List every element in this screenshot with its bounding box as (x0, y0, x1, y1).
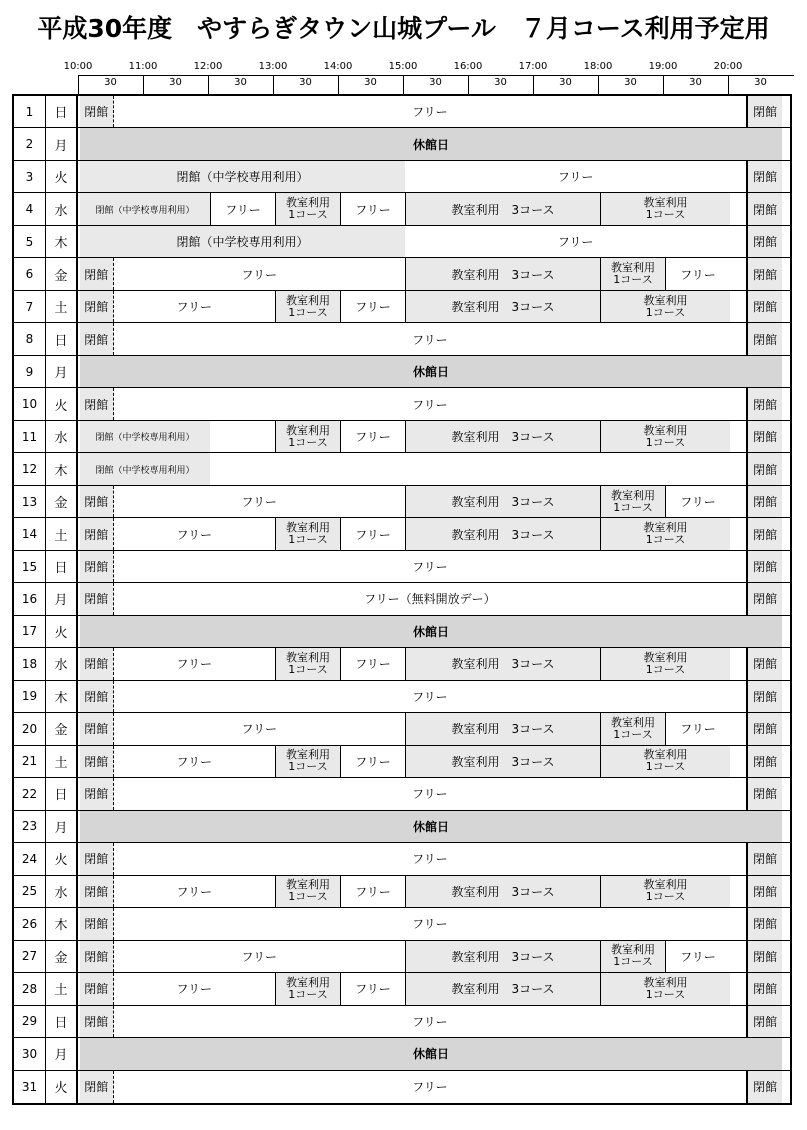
free-cell: フリー (665, 258, 730, 289)
day-row (14, 1038, 790, 1070)
free-cell: フリー (113, 973, 276, 1004)
hour-label: 12:00 (193, 61, 223, 72)
hour-tick (338, 75, 339, 94)
free-cell: フリー (340, 648, 405, 679)
day-number: 22 (14, 778, 46, 809)
hour-tick (663, 75, 664, 94)
day-number: 15 (14, 551, 46, 582)
class-3-course-cell: 教室利用 3コース (405, 291, 600, 322)
hour-tick (468, 75, 469, 94)
hour-label: 18:00 (583, 61, 613, 72)
free-cell: フリー (210, 193, 275, 224)
class-1-course-cell: 教室利用 1コース (600, 648, 730, 679)
half-hour-label: 30 (364, 77, 377, 88)
day-row (14, 161, 790, 193)
closed-cell: 閉館 (746, 746, 782, 777)
day-row (14, 226, 790, 258)
free-cell: フリー (113, 746, 276, 777)
day-number: 24 (14, 843, 46, 874)
free-cell: フリー (113, 551, 747, 582)
closed-cell: 閉館 (80, 1071, 113, 1103)
free-cell: フリー (113, 486, 406, 517)
day-row (14, 486, 790, 518)
half-hour-label: 30 (299, 77, 312, 88)
day-of-week: 水 (46, 421, 78, 452)
day-row (14, 96, 790, 128)
day-of-week: 月 (46, 356, 78, 387)
class-1-course-cell: 教室利用 1コース (600, 518, 730, 549)
class-3-course-cell: 教室利用 3コース (405, 421, 600, 452)
day-of-week: 月 (46, 128, 78, 159)
class-3-course-cell: 教室利用 3コース (405, 648, 600, 679)
hour-tick (598, 75, 599, 94)
hour-label: 19:00 (648, 61, 678, 72)
class-1-course-cell: 教室利用 1コース (275, 291, 340, 322)
closed-cell: 閉館 (80, 291, 113, 322)
day-row (14, 193, 790, 225)
day-row (14, 681, 790, 713)
class-1-course-cell: 教室利用 1コース (275, 421, 340, 452)
school-use-cell: 閉館（中学校専用利用） (80, 161, 405, 192)
half-hour-label: 30 (689, 77, 702, 88)
hour-tick (143, 75, 144, 94)
free-cell: フリー (113, 1071, 747, 1103)
day-of-week: 日 (46, 323, 78, 354)
day-number: 10 (14, 388, 46, 419)
day-number: 26 (14, 908, 46, 939)
day-of-week: 月 (46, 1038, 78, 1069)
free-cell: フリー (113, 941, 406, 972)
day-number: 17 (14, 616, 46, 647)
closed-cell: 閉館 (746, 1071, 782, 1103)
closed-cell: 閉館 (80, 1006, 113, 1037)
class-3-course-cell: 教室利用 3コース (405, 193, 600, 224)
closed-cell: 閉館 (746, 96, 782, 127)
blank-cell (730, 291, 746, 322)
closed-cell: 閉館 (80, 388, 113, 419)
class-1-course-cell: 教室利用 1コース (275, 648, 340, 679)
half-hour-label: 30 (104, 77, 117, 88)
free-cell: フリー (557, 235, 594, 250)
closed-cell: 閉館 (80, 713, 113, 744)
day-row (14, 356, 790, 388)
hour-label: 10:00 (63, 61, 93, 72)
day-row (14, 941, 790, 973)
closed-cell: 閉館 (746, 388, 782, 419)
closed-cell: 閉館 (80, 486, 113, 517)
closed-cell: 閉館 (746, 973, 782, 1004)
blank-cell (730, 746, 746, 777)
closed-cell: 閉館 (80, 323, 113, 354)
class-3-course-cell: 教室利用 3コース (405, 713, 600, 744)
class-1-course-cell: 教室利用 1コース (600, 258, 665, 289)
day-row (14, 1071, 790, 1103)
closed-cell: 閉館 (746, 908, 782, 939)
day-number: 28 (14, 973, 46, 1004)
day-row (14, 811, 790, 843)
free-cell: フリー (113, 518, 276, 549)
blank-cell (730, 518, 746, 549)
free-cell: フリー (113, 96, 747, 127)
free-cell: フリー (113, 1006, 747, 1037)
class-1-course-cell: 教室利用 1コース (275, 518, 340, 549)
day-of-week: 火 (46, 161, 78, 192)
free-cell: フリー (340, 421, 405, 452)
closed-cell: 閉館 (80, 876, 113, 907)
class-1-course-cell: 教室利用 1コース (275, 973, 340, 1004)
class-1-course-cell: 教室利用 1コース (275, 876, 340, 907)
closed-cell: 閉館 (746, 323, 782, 354)
hour-label: 13:00 (258, 61, 288, 72)
hour-tick (273, 75, 274, 94)
day-number: 30 (14, 1038, 46, 1069)
day-number: 19 (14, 681, 46, 712)
holiday-cell: 休館日 (80, 128, 782, 159)
hour-label: 20:00 (713, 61, 743, 72)
hour-tick (78, 75, 79, 94)
free-cell: フリー (665, 941, 730, 972)
hour-label: 15:00 (388, 61, 418, 72)
half-hour-label: 30 (494, 77, 507, 88)
closed-cell: 閉館 (80, 973, 113, 1004)
day-number: 16 (14, 583, 46, 614)
closed-cell: 閉館 (80, 518, 113, 549)
closed-cell: 閉館 (80, 583, 113, 614)
closed-cell: 閉館 (80, 551, 113, 582)
free-cell: フリー (113, 713, 406, 744)
day-of-week: 金 (46, 941, 78, 972)
day-of-week: 金 (46, 713, 78, 744)
page-title: 平成30年度 やすらぎタウン山城プール ７月コース利用予定用 (37, 14, 770, 43)
day-of-week: 木 (46, 681, 78, 712)
closed-cell: 閉館 (746, 941, 782, 972)
hour-label: 14:00 (323, 61, 353, 72)
day-of-week: 水 (46, 648, 78, 679)
day-row (14, 388, 790, 420)
class-3-course-cell: 教室利用 3コース (405, 876, 600, 907)
day-row (14, 843, 790, 875)
closed-cell: 閉館 (80, 778, 113, 809)
day-number: 5 (14, 226, 46, 257)
free-cell: フリー (113, 291, 276, 322)
day-of-week: 日 (46, 96, 78, 127)
closed-cell: 閉館 (746, 291, 782, 322)
closed-cell: 閉館 (80, 258, 113, 289)
closed-cell: 閉館 (746, 161, 782, 192)
class-1-course-cell: 教室利用 1コース (600, 421, 730, 452)
closed-cell: 閉館 (746, 648, 782, 679)
day-row (14, 518, 790, 550)
hour-tick (208, 75, 209, 94)
day-row (14, 973, 790, 1005)
day-of-week: 木 (46, 908, 78, 939)
day-of-week: 日 (46, 1006, 78, 1037)
day-of-week: 火 (46, 616, 78, 647)
blank-cell (730, 421, 746, 452)
free-cell: フリー (113, 908, 747, 939)
day-of-week: 金 (46, 486, 78, 517)
day-number: 9 (14, 356, 46, 387)
hour-tick (728, 75, 729, 94)
class-1-course-cell: 教室利用 1コース (600, 973, 730, 1004)
holiday-cell: 休館日 (80, 811, 782, 842)
school-use-cell: 閉館（中学校専用利用） (80, 193, 210, 224)
class-1-course-cell: 教室利用 1コース (600, 193, 730, 224)
closed-cell: 閉館 (746, 1006, 782, 1037)
day-row (14, 908, 790, 940)
half-hour-label: 30 (169, 77, 182, 88)
day-number: 25 (14, 876, 46, 907)
closed-cell: 閉館 (746, 778, 782, 809)
day-number: 1 (14, 96, 46, 127)
day-number: 4 (14, 193, 46, 224)
day-number: 29 (14, 1006, 46, 1037)
closed-cell: 閉館 (746, 486, 782, 517)
free-cell: フリー (340, 973, 405, 1004)
blank-cell (730, 193, 746, 224)
free-cell: フリー (340, 518, 405, 549)
day-of-week: 月 (46, 811, 78, 842)
day-row (14, 616, 790, 648)
half-hour-label: 30 (624, 77, 637, 88)
blank-cell (210, 421, 275, 452)
day-of-week: 火 (46, 1071, 78, 1103)
day-number: 12 (14, 453, 46, 484)
day-row (14, 421, 790, 453)
time-header-line (78, 75, 794, 76)
free-cell: フリー (340, 746, 405, 777)
day-number: 3 (14, 161, 46, 192)
free-cell: フリー (113, 778, 747, 809)
day-number: 18 (14, 648, 46, 679)
day-of-week: 火 (46, 843, 78, 874)
class-3-course-cell: 教室利用 3コース (405, 518, 600, 549)
time-header (0, 56, 807, 94)
class-3-course-cell: 教室利用 3コース (405, 486, 600, 517)
day-number: 31 (14, 1071, 46, 1103)
day-number: 21 (14, 746, 46, 777)
closed-cell: 閉館 (80, 681, 113, 712)
day-number: 13 (14, 486, 46, 517)
day-of-week: 日 (46, 551, 78, 582)
free-cell: フリー (557, 170, 594, 185)
day-row (14, 453, 790, 485)
free-cell: フリー (113, 681, 747, 712)
closed-cell: 閉館 (80, 648, 113, 679)
class-3-course-cell: 教室利用 3コース (405, 973, 600, 1004)
free-cell: フリー (113, 323, 747, 354)
free-cell: フリー (340, 876, 405, 907)
day-row (14, 1006, 790, 1038)
day-row (14, 778, 790, 810)
blank-cell (730, 713, 746, 744)
closed-cell: 閉館 (746, 258, 782, 289)
hour-label: 17:00 (518, 61, 548, 72)
day-row (14, 323, 790, 355)
day-number: 14 (14, 518, 46, 549)
day-row (14, 713, 790, 745)
day-number: 7 (14, 291, 46, 322)
closed-cell: 閉館 (80, 941, 113, 972)
free-day-cell: フリー（無料開放デー） (113, 583, 747, 614)
blank-cell (210, 453, 746, 484)
school-use-cell: 閉館（中学校専用利用） (80, 421, 210, 452)
closed-cell: 閉館 (746, 583, 782, 614)
free-cell: フリー (340, 193, 405, 224)
blank-cell (730, 486, 746, 517)
class-1-course-cell: 教室利用 1コース (600, 291, 730, 322)
closed-cell: 閉館 (746, 876, 782, 907)
day-of-week: 土 (46, 291, 78, 322)
hour-label: 16:00 (453, 61, 483, 72)
free-cell: フリー (113, 843, 747, 874)
class-1-course-cell: 教室利用 1コース (275, 746, 340, 777)
day-of-week: 金 (46, 258, 78, 289)
half-hour-label: 30 (429, 77, 442, 88)
class-1-course-cell: 教室利用 1コース (600, 941, 665, 972)
holiday-cell: 休館日 (80, 1038, 782, 1069)
blank-cell (730, 876, 746, 907)
day-of-week: 土 (46, 518, 78, 549)
holiday-cell: 休館日 (80, 356, 782, 387)
closed-cell: 閉館 (746, 193, 782, 224)
day-row (14, 876, 790, 908)
day-of-week: 土 (46, 746, 78, 777)
blank-cell (730, 973, 746, 1004)
day-row (14, 128, 790, 160)
holiday-cell: 休館日 (80, 616, 782, 647)
day-of-week: 月 (46, 583, 78, 614)
closed-cell: 閉館 (746, 551, 782, 582)
hour-tick (403, 75, 404, 94)
free-cell: フリー (665, 713, 730, 744)
hour-label: 11:00 (128, 61, 158, 72)
hour-tick (533, 75, 534, 94)
day-of-week: 木 (46, 226, 78, 257)
free-cell: フリー (113, 876, 276, 907)
closed-cell: 閉館 (746, 518, 782, 549)
free-cell: フリー (113, 258, 406, 289)
class-1-course-cell: 教室利用 1コース (600, 746, 730, 777)
half-hour-label: 30 (234, 77, 247, 88)
blank-cell (730, 258, 746, 289)
day-number: 27 (14, 941, 46, 972)
free-cell: フリー (113, 648, 276, 679)
day-number: 2 (14, 128, 46, 159)
half-hour-label: 30 (754, 77, 767, 88)
day-of-week: 木 (46, 453, 78, 484)
closed-cell: 閉館 (746, 681, 782, 712)
day-row (14, 583, 790, 615)
day-number: 23 (14, 811, 46, 842)
free-cell: フリー (113, 388, 747, 419)
class-1-course-cell: 教室利用 1コース (600, 713, 665, 744)
day-of-week: 日 (46, 778, 78, 809)
closed-cell: 閉館 (80, 96, 113, 127)
class-3-course-cell: 教室利用 3コース (405, 258, 600, 289)
class-1-course-cell: 教室利用 1コース (600, 486, 665, 517)
day-of-week: 水 (46, 193, 78, 224)
day-row (14, 551, 790, 583)
closed-cell: 閉館 (746, 453, 782, 484)
school-use-cell: 閉館（中学校専用利用） (80, 226, 405, 257)
day-number: 20 (14, 713, 46, 744)
school-use-cell: 閉館（中学校専用利用） (80, 453, 210, 484)
day-row (14, 258, 790, 290)
class-1-course-cell: 教室利用 1コース (600, 876, 730, 907)
closed-cell: 閉館 (80, 746, 113, 777)
day-row (14, 291, 790, 323)
day-of-week: 火 (46, 388, 78, 419)
day-number: 8 (14, 323, 46, 354)
closed-cell: 閉館 (746, 226, 782, 257)
class-3-course-cell: 教室利用 3コース (405, 941, 600, 972)
blank-cell (730, 648, 746, 679)
closed-cell: 閉館 (80, 843, 113, 874)
class-1-course-cell: 教室利用 1コース (275, 193, 340, 224)
closed-cell: 閉館 (746, 421, 782, 452)
blank-cell (730, 941, 746, 972)
day-of-week: 水 (46, 876, 78, 907)
day-number: 6 (14, 258, 46, 289)
closed-cell: 閉館 (80, 908, 113, 939)
class-3-course-cell: 教室利用 3コース (405, 746, 600, 777)
free-cell: フリー (665, 486, 730, 517)
schedule-grid (12, 94, 792, 1105)
day-number: 11 (14, 421, 46, 452)
half-hour-label: 30 (559, 77, 572, 88)
closed-cell: 閉館 (746, 843, 782, 874)
free-cell: フリー (340, 291, 405, 322)
closed-cell: 閉館 (746, 713, 782, 744)
day-row (14, 648, 790, 680)
day-of-week: 土 (46, 973, 78, 1004)
day-row (14, 746, 790, 778)
